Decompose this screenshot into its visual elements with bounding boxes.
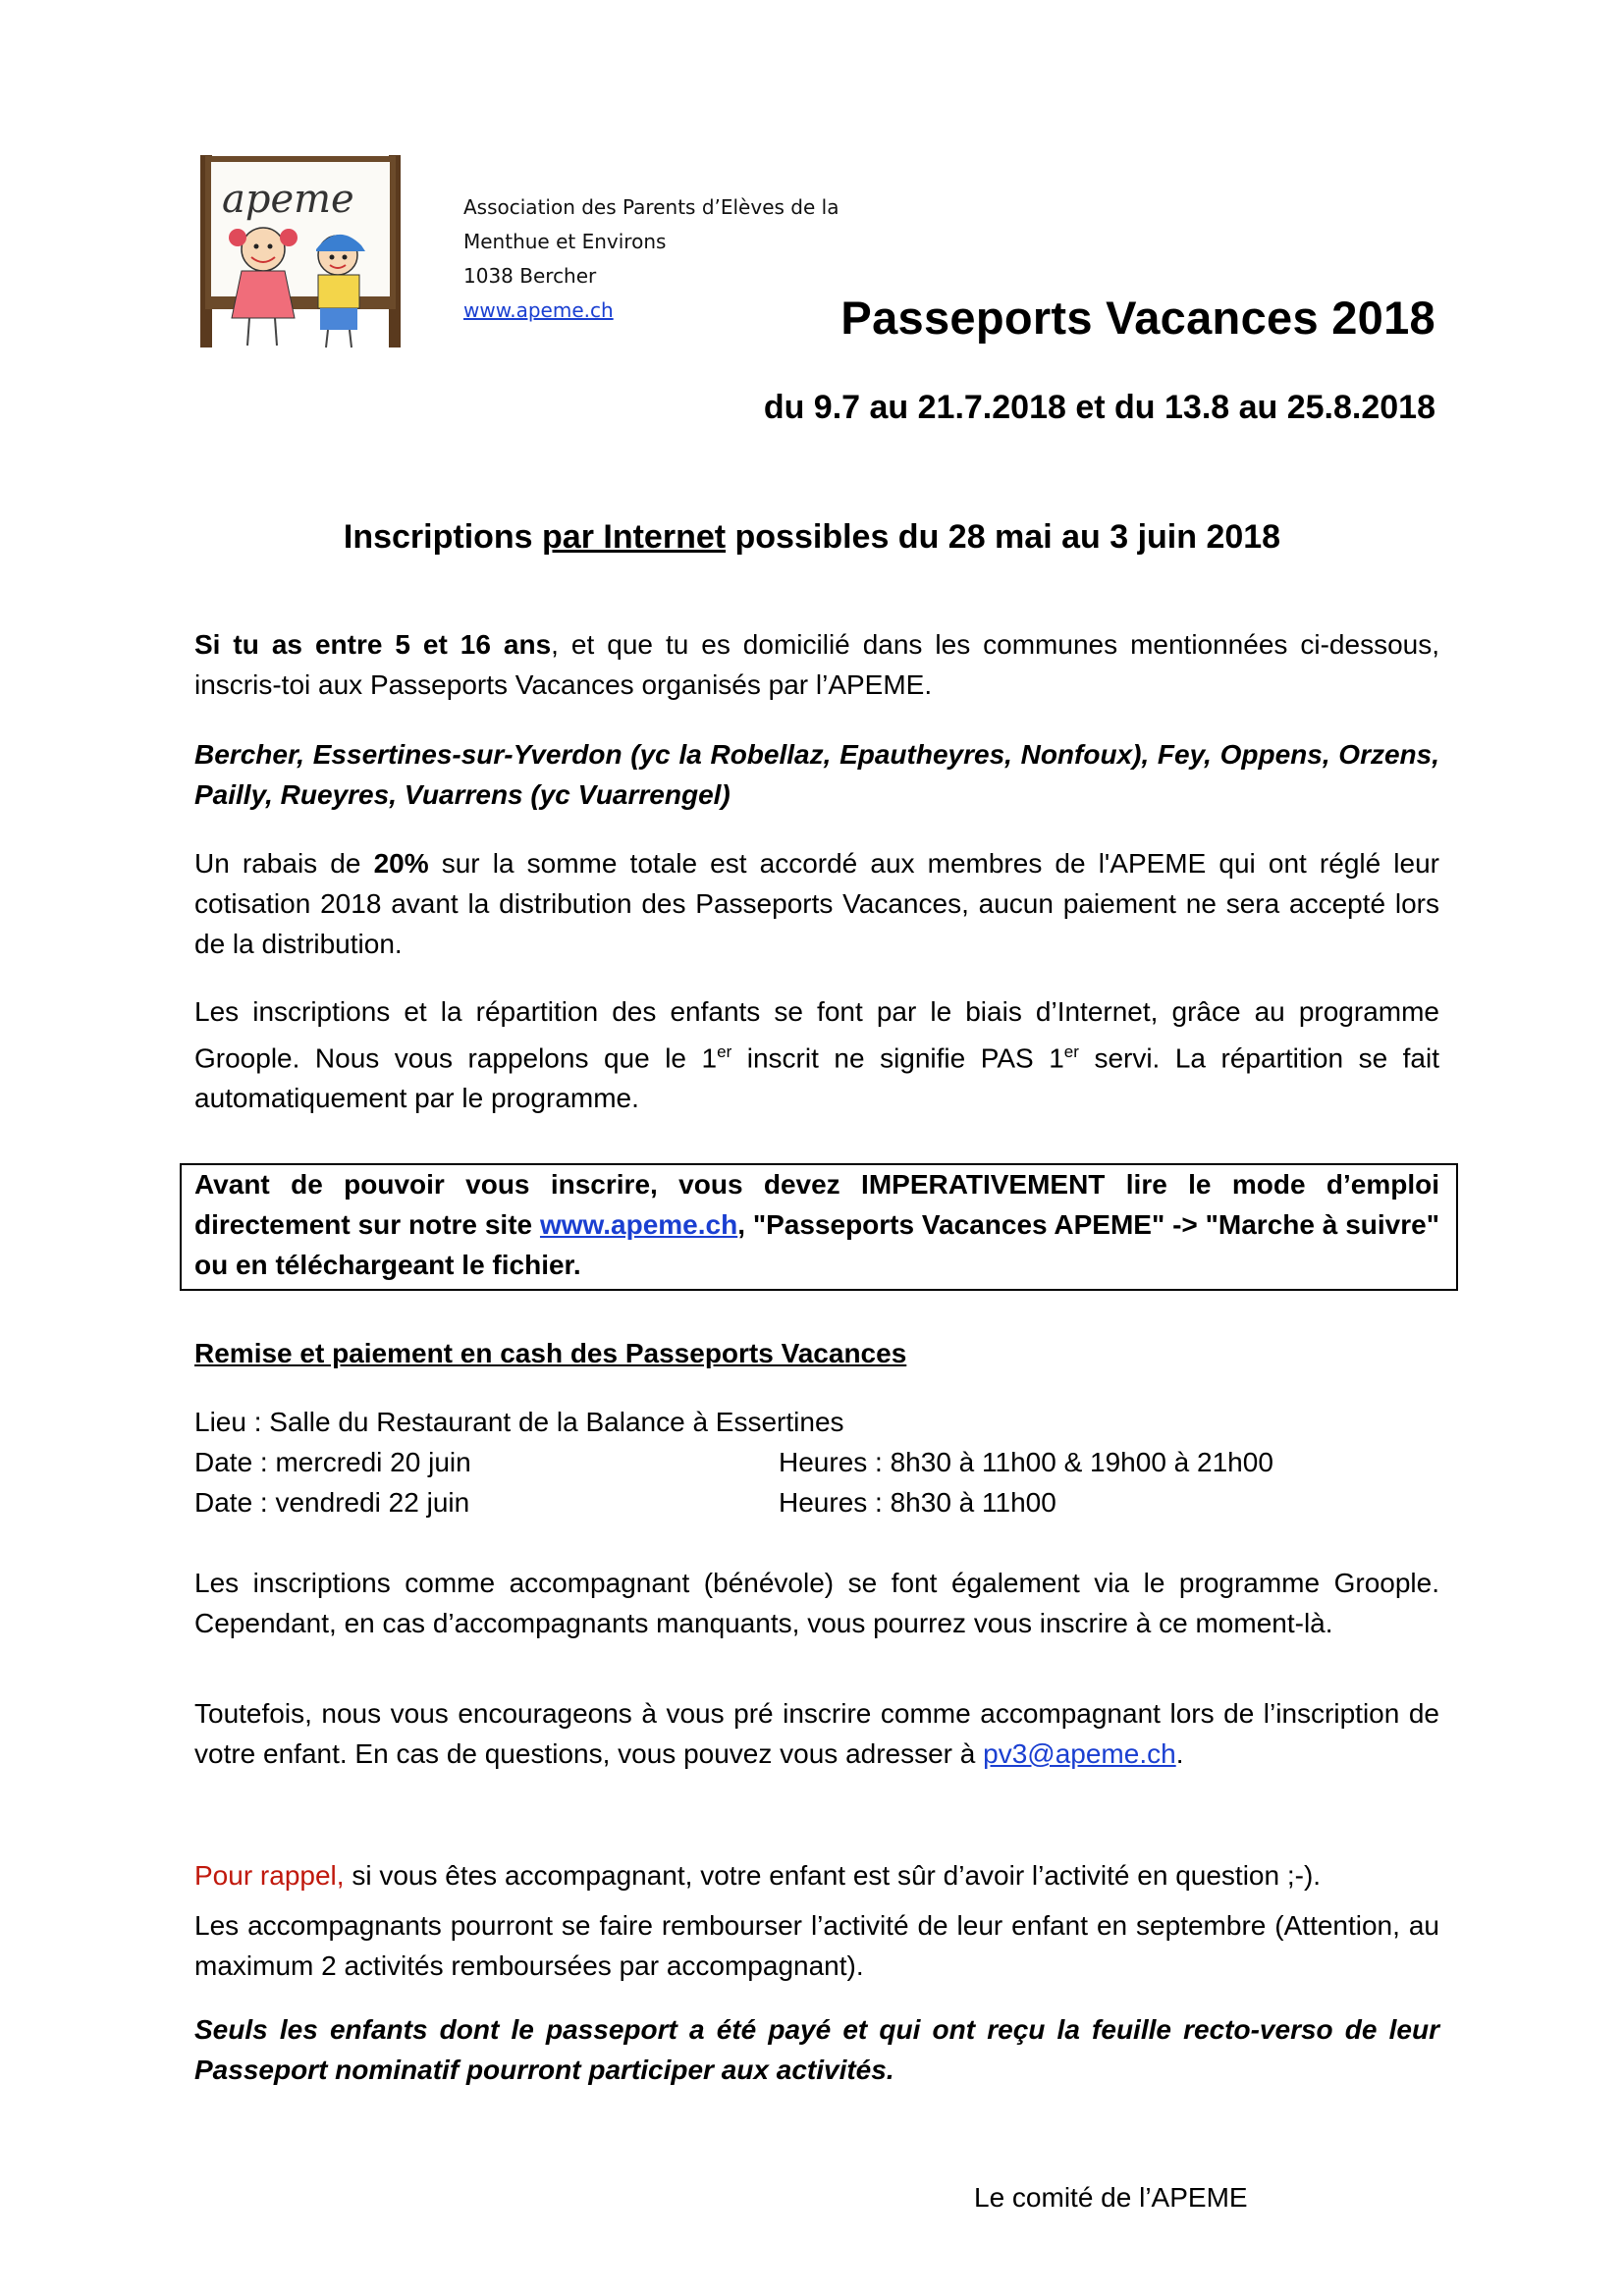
toutefois-text: Toutefois, nous vous encourageons à vous pré inscrire comme accompagnant lors de l’inscription de votre enfant. En cas de questions, vous pouvez vous adresser à [194,1698,1439,1769]
repartition-part1: Les inscriptions et la répartition des enfants se font par le biais d’Internet, grâce au programme Groople. Nous vous rappelons que le 1 [194,996,1439,1074]
repartition-sup1: er [717,1042,732,1061]
intro-text: , et que tu es domicilié dans les communes mentionnées ci-dessous, inscris-toi aux Passeports Vacances organisés par l’APEME. [194,629,1439,700]
page-title: Passeports Vacances 2018 [840,292,1435,344]
notice-part2: , "Passeports Vacances APEME" -> "Marche à suivre" ou en téléchargeant le fichier. [194,1209,1439,1280]
org-address: 1038 Bercher [463,264,597,288]
intro-age-range: Si tu as entre 5 et 16 ans [194,629,552,660]
notice-text [194,1164,1439,1285]
logo-text: apeme [222,177,354,222]
inscriptions-prefix: Inscriptions [343,518,543,556]
rabais-percent: 20% [373,848,429,879]
apeme-logo [192,151,418,353]
notice-website-link[interactable]: www.apeme.ch [539,1209,738,1240]
org-name-line2: Menthue et Environs [463,230,667,253]
org-website-link[interactable]: www.apeme.ch [463,298,614,322]
remise-heures2: Heures : 8h30 à 11h00 [779,1487,1056,1518]
remise-lieu: Lieu : Salle du Restaurant de la Balance à Essertines [194,1407,844,1437]
seuls-paragraph: Seuls les enfants dont le passeport a été payé et qui ont reçu la feuille recto-verso de leur Passeport nominatif pourront participer aux activités. [194,2014,1439,2085]
inscriptions-suffix: possibles du 28 mai au 3 juin 2018 [726,518,1281,556]
signature: Le comité de l’APEME [974,2182,1248,2213]
remise-heading: Remise et paiement en cash des Passeports Vacances [194,1338,907,1368]
inscriptions-heading [0,518,1624,557]
repartition-part2: inscrit ne signifie PAS 1 [731,1042,1064,1074]
remise-date1: Date : mercredi 20 juin [194,1447,471,1477]
period-dates: du 9.7 au 21.7.2018 et du 13.8 au 25.8.2018 [763,389,1435,426]
intro-paragraph [194,624,1439,705]
org-name-line1: Association des Parents d’Elèves de la [463,195,839,219]
repartition-paragraph [194,991,1439,1118]
repartition-sup2: er [1063,1042,1079,1061]
toutefois-end: . [1175,1738,1184,1769]
rappel-red: Pour rappel, [194,1860,345,1891]
rabais-before: Un rabais de [194,848,374,879]
rembourser-paragraph: Les accompagnants pourront se faire rembourser l’activité de leur enfant en septembre (Attention, au maximum 2 activités remboursées par accompagnant). [194,1910,1439,1981]
rabais-after: sur la somme totale est accordé aux membres de l'APEME qui ont réglé leur cotisation 2018 avant la distribution des Passeports Vacances, aucun paiement ne sera accepté lors de la distribution. [194,848,1439,959]
org-info [463,190,839,328]
rappel-text: si vous êtes accompagnant, votre enfant est sûr d’avoir l’activité en question ;-). [344,1860,1322,1891]
rappel-paragraph [194,1855,1439,1896]
remise-heures1: Heures : 8h30 à 11h00 & 19h00 à 21h00 [779,1447,1273,1477]
toutefois-paragraph [194,1693,1439,1774]
rabais-paragraph [194,843,1439,964]
contact-email-link[interactable]: pv3@apeme.ch [983,1738,1176,1769]
communes-list: Bercher, Essertines-sur-Yverdon (yc la Robellaz, Epautheyres, Nonfoux), Fey, Oppens, Orzens, Pailly, Rueyres, Vuarrens (yc Vuarrengel) [194,739,1439,810]
repartition-part3: servi. La répartition se fait automatiquement par le programme. [194,1042,1440,1114]
inscriptions-underlined: par Internet [542,518,727,556]
accompagnant-paragraph: Les inscriptions comme accompagnant (bénévole) se font également via le programme Groople. Cependant, en cas d’accompagnants manquants, vous pourrez vous inscrire à ce moment-là. [194,1568,1439,1638]
remise-date2: Date : vendredi 22 juin [194,1487,470,1518]
notice-part1: Avant de pouvoir vous inscrire, vous devez IMPERATIVEMENT lire le mode d’emploi directement sur notre site [194,1169,1439,1240]
